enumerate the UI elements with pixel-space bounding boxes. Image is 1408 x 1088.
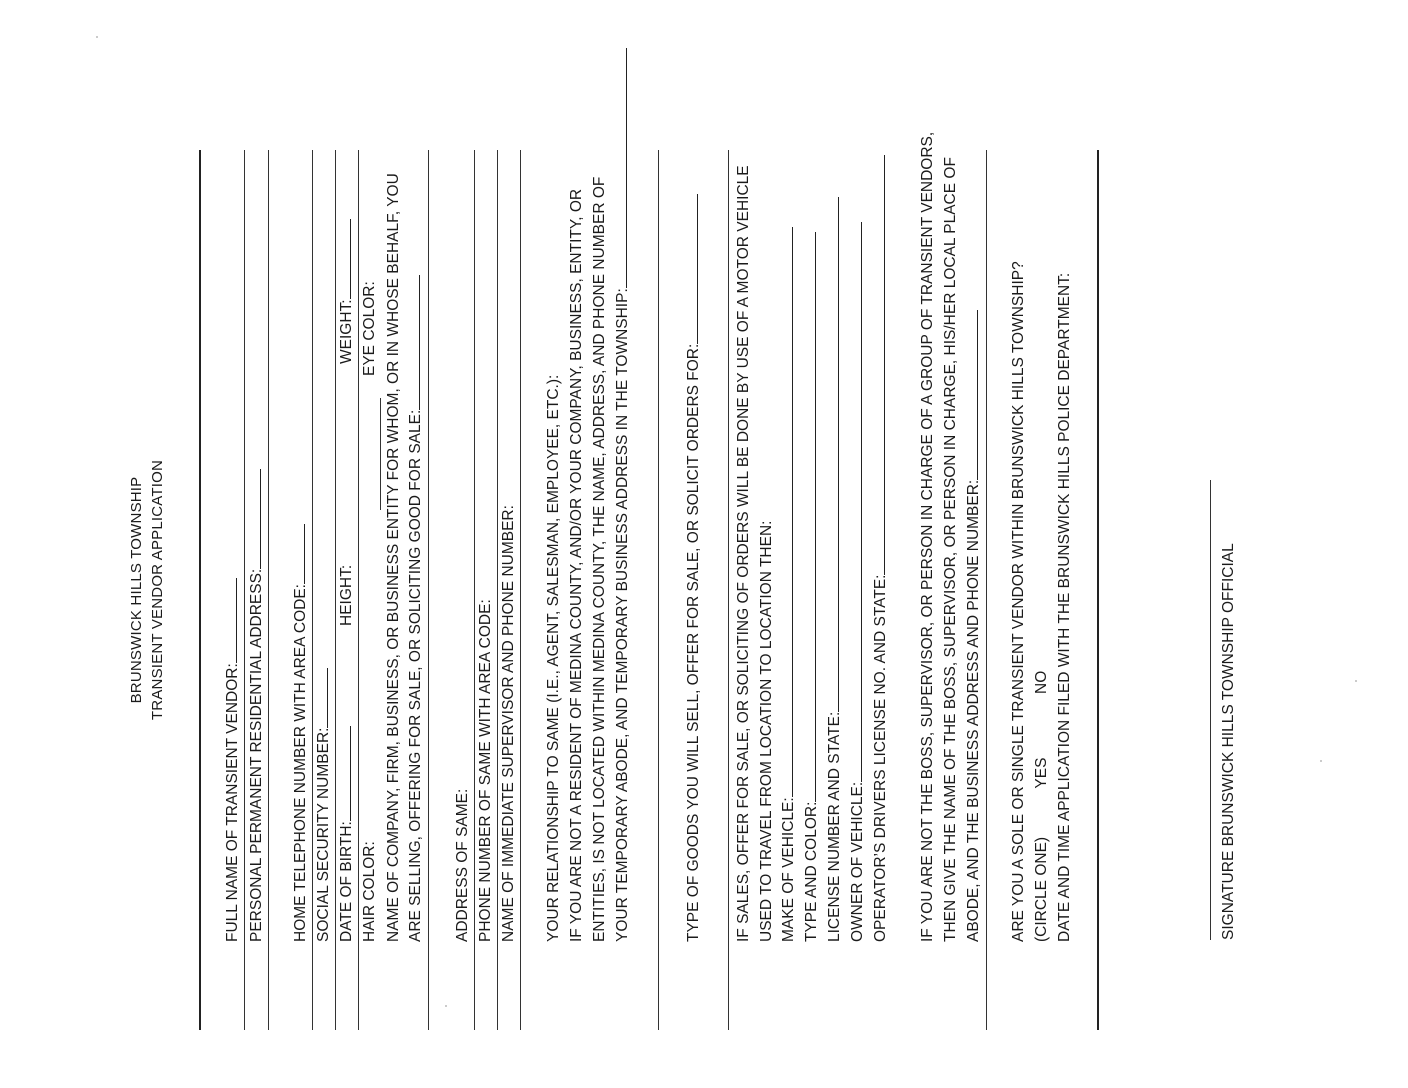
- top-rule: [199, 150, 201, 1030]
- hair-color-field[interactable]: [359, 841, 380, 942]
- nonresident-line3[interactable]: [612, 48, 633, 942]
- vehicle-line1: IF SALES, OFFER FOR SALE, OR SOLICITING OF ORDERS WILL BE DONE BY USE OF A MOTOR VEHICLE: [735, 165, 752, 942]
- circle-one-row: [1031, 671, 1052, 942]
- drivers-license-blank[interactable]: [870, 155, 885, 575]
- make-field[interactable]: [778, 227, 799, 942]
- eye-color-field[interactable]: [359, 281, 380, 376]
- dob-field[interactable]: [336, 726, 357, 942]
- weight-field[interactable]: [336, 219, 357, 364]
- license-blank[interactable]: [824, 197, 839, 712]
- height-field[interactable]: [336, 565, 357, 626]
- drivers-license-label: OPERATOR’S DRIVERS LICENSE NO. AND STATE:: [872, 574, 889, 942]
- owner-field[interactable]: [847, 222, 868, 942]
- signature-label: SIGNATURE BRUNSWICK HILLS TOWNSHIP OFFICIAL: [1220, 543, 1237, 940]
- weight-blank[interactable]: [336, 219, 351, 299]
- township-name: BRUNSWICK HILLS TOWNSHIP: [128, 476, 145, 704]
- boss-line3[interactable]: [963, 310, 984, 942]
- rule: [658, 150, 659, 1030]
- eye-color-label: EYE COLOR:: [361, 281, 378, 376]
- owner-label: OWNER OF VEHICLE:: [849, 781, 866, 942]
- full-name-label: FULL NAME OF TRANSIENT VENDOR:: [224, 663, 241, 942]
- nonresident-label: YOUR TEMPORARY ABODE, AND TEMPORARY BUSINESS ADDRESS IN THE TOWNSHIP:: [614, 288, 631, 942]
- signature-line[interactable]: [1210, 480, 1211, 940]
- goods-label: TYPE OF GOODS YOU WILL SELL, OFFER FOR SALE, OR SOLICIT ORDERS FOR:: [685, 343, 702, 942]
- sole-vendor-field: ARE YOU A SOLE OR SINGLE TRANSIENT VENDOR WITHIN BRUNSWICK HILLS TOWNSHIP?: [1010, 261, 1027, 942]
- rule: [728, 150, 729, 1030]
- full-name-blank[interactable]: [222, 578, 237, 663]
- boss-line2: THEN GIVE THE NAME OF THE BOSS, SUPERVISOR, OR PERSON IN CHARGE, HIS/HER LOCAL PLACE OF: [942, 157, 959, 942]
- boss-line1: IF YOU ARE NOT THE BOSS, SUPERVISOR, OR PERSON IN CHARGE OF A GROUP OF TRANSIENT VENDORS,: [919, 131, 936, 942]
- owner-blank[interactable]: [847, 222, 862, 782]
- company-field-line1: NAME OF COMPANY, FIRM, BUSINESS, OR BUSINESS ENTITY FOR WHOM, OR IN WHOSE BEHALF, YOU: [385, 173, 402, 942]
- supervisor-field[interactable]: [498, 505, 519, 942]
- boss-label: ABODE, AND THE BUSINESS ADDRESS AND PHONE NUMBER:: [965, 479, 982, 942]
- height-label: HEIGHT:: [338, 564, 355, 626]
- nonresident-line2: ENTITIES, IS NOT LOCATED WITHIN MEDINA COUNTY, THE NAME, ADDRESS, AND PHONE NUMBER OF: [591, 176, 608, 942]
- dob-blank[interactable]: [336, 726, 351, 821]
- scan-speck: [1355, 680, 1357, 682]
- relationship-field[interactable]: [543, 375, 564, 942]
- scan-speck: [1320, 760, 1322, 762]
- vehicle-line2: USED TO TRAVEL FROM LOCATION TO LOCATION THEN:: [758, 520, 775, 942]
- weight-label: WEIGHT:: [338, 299, 355, 364]
- dob-label: DATE OF BIRTH:: [338, 821, 355, 942]
- home-phone-label: HOME TELEPHONE NUMBER WITH AREA CODE:: [292, 584, 309, 942]
- transient-vendor-form: [0, 131, 1408, 1030]
- make-blank[interactable]: [778, 227, 793, 797]
- company-field-line2[interactable]: [405, 275, 426, 942]
- no-option[interactable]: NO: [1033, 670, 1050, 694]
- ssn-field[interactable]: [313, 668, 334, 942]
- residential-address-blank[interactable]: [246, 469, 261, 569]
- scan-speck: [96, 36, 98, 38]
- residential-address-label: PERSONAL PERMANENT RESIDENTIAL ADDRESS:: [248, 568, 265, 942]
- company-blank[interactable]: [405, 275, 420, 410]
- rule: [520, 150, 521, 1030]
- bottom-rule: [1097, 150, 1099, 1030]
- make-label: MAKE OF VEHICLE:: [780, 797, 797, 942]
- boss-blank[interactable]: [963, 310, 978, 480]
- rule: [986, 150, 987, 1030]
- hair-color-label: HAIR COLOR:: [361, 841, 378, 942]
- type-color-blank[interactable]: [801, 232, 816, 802]
- supervisor-label: NAME OF IMMEDIATE SUPERVISOR AND PHONE NUMBER:: [500, 505, 517, 942]
- relationship-label: YOUR RELATIONSHIP TO SAME (I.E., AGENT, SALESMAN, EMPLOYEE, ETC.):: [545, 374, 562, 942]
- type-color-field[interactable]: [801, 232, 822, 942]
- ssn-blank[interactable]: [313, 668, 328, 728]
- drivers-license-field[interactable]: [870, 155, 891, 942]
- date-time-label: DATE AND TIME APPLICATION FILED WITH THE BRUNSWICK HILLS POLICE DEPARTMENT:: [1056, 272, 1073, 942]
- home-phone-field[interactable]: [290, 524, 311, 942]
- type-color-label: TYPE AND COLOR:: [803, 801, 820, 942]
- nonresident-line1: IF YOU ARE NOT A RESIDENT OF MEDINA COUNTY, AND/OR YOUR COMPANY, BUSINESS, ENTITY, OR: [568, 188, 585, 942]
- license-field[interactable]: [824, 197, 845, 942]
- scan-speck: [445, 1005, 447, 1007]
- company-label: ARE SELLING, OFFERING FOR SALE, OR SOLICITING GOOD FOR SALE:: [407, 409, 424, 942]
- residential-address-field[interactable]: [246, 469, 267, 942]
- rule: [244, 150, 245, 1030]
- phone-same-label: PHONE NUMBER OF SAME WITH AREA CODE:: [477, 599, 494, 942]
- goods-blank[interactable]: [683, 194, 698, 344]
- phone-same-field[interactable]: [475, 599, 496, 942]
- home-phone-blank[interactable]: [290, 524, 305, 584]
- nonresident-blank[interactable]: [612, 48, 627, 288]
- license-label: LICENSE NUMBER AND STATE:: [826, 711, 843, 942]
- ssn-label: SOCIAL SECURITY NUMBER:: [315, 727, 332, 942]
- rule: [268, 150, 269, 1030]
- goods-field[interactable]: [683, 194, 704, 942]
- date-time-field[interactable]: [1054, 273, 1075, 942]
- address-same-label: ADDRESS OF SAME:: [454, 788, 471, 942]
- circle-one-label: (CIRCLE ONE): [1033, 836, 1050, 942]
- rule: [428, 150, 429, 1030]
- yes-option[interactable]: YES: [1033, 757, 1050, 789]
- full-name-field[interactable]: [222, 578, 243, 942]
- address-same-field[interactable]: [452, 789, 473, 942]
- height-blank[interactable]: [380, 398, 381, 510]
- form-title: TRANSIENT VENDOR APPLICATION: [149, 459, 166, 721]
